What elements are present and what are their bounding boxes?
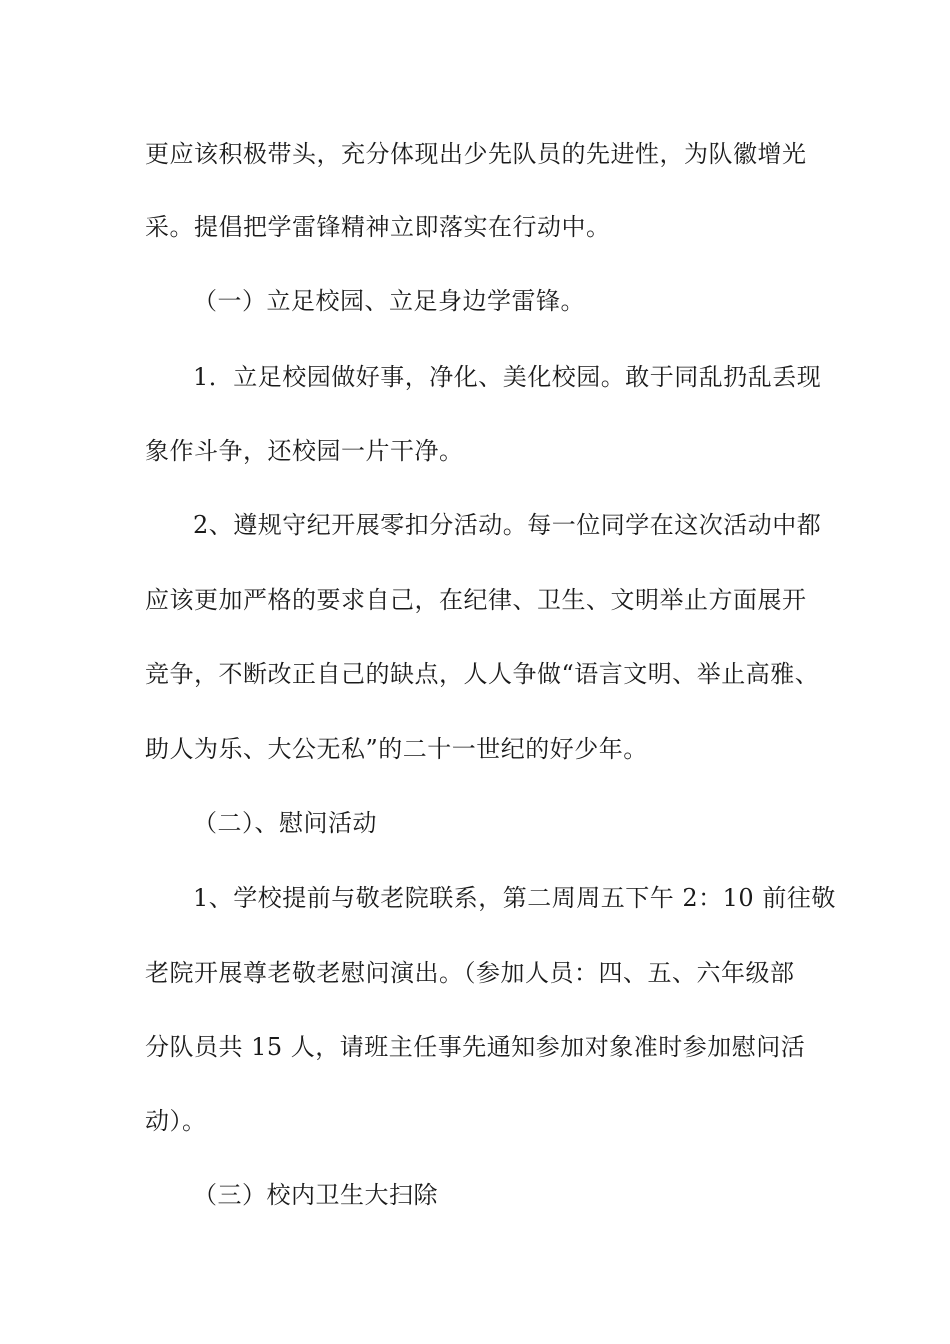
paragraph-line: 采。提倡把学雷锋精神立即落实在行动中。 [145, 213, 611, 241]
paragraph-line: 动）。 [145, 1107, 207, 1135]
section-heading: （一）立足校园、立足身边学雷锋。 [193, 287, 585, 315]
section-heading: （二）、慰问活动 [193, 809, 377, 837]
paragraph-line: 老院开展尊老敬老慰问演出。（参加人员：四、五、六年级部 [145, 959, 795, 987]
paragraph-line: 竞争，不断改正自己的缺点，人人争做“语言文明、举止高雅、 [145, 660, 820, 688]
paragraph-line: 更应该积极带头，充分体现出少先队员的先进性，为队徽增光 [145, 140, 807, 168]
section-heading: （三）校内卫生大扫除 [193, 1181, 438, 1209]
paragraph-line: 分队员共 15 人，请班主任事先通知参加对象准时参加慰问活 [145, 1033, 806, 1061]
paragraph-line: 应该更加严格的要求自己，在纪律、卫生、文明举止方面展开 [145, 586, 807, 614]
paragraph-line: 1、学校提前与敬老院联系，第二周周五下午 2：10 前往敬 [193, 884, 836, 912]
paragraph-line: 2、遵规守纪开展零扣分活动。每一位同学在这次活动中都 [193, 511, 822, 539]
paragraph-line: 1．立足校园做好事，净化、美化校园。敢于同乱扔乱丢现 [193, 363, 822, 391]
paragraph-line: 助人为乐、大公无私”的二十一世纪的好少年。 [145, 735, 648, 763]
paragraph-line: 象作斗争，还校园一片干净。 [145, 437, 464, 465]
